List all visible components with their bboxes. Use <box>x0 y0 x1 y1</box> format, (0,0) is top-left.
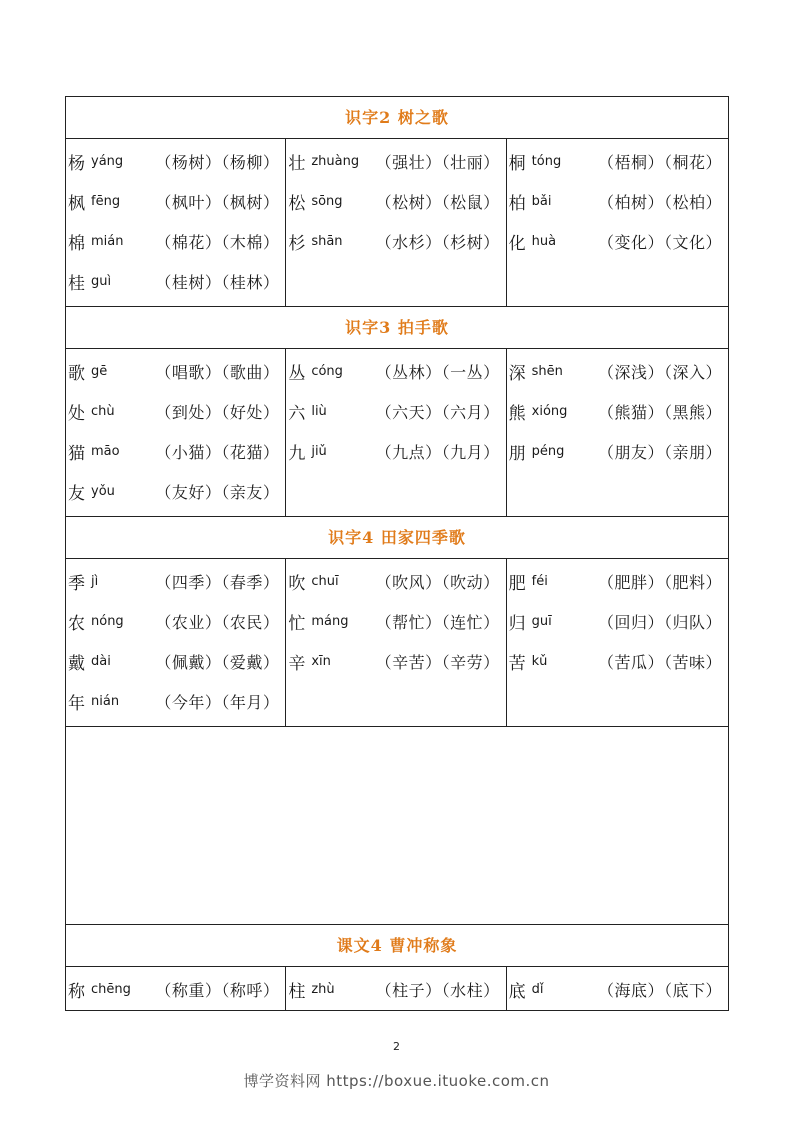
word-examples: （强壮）（壮丽） <box>375 152 500 172</box>
lesson-title: 识字3 拍手歌 <box>66 307 728 349</box>
pinyin: féi <box>531 573 548 589</box>
word-examples: （佩戴）（爱戴） <box>155 652 280 672</box>
character-entry <box>66 221 285 261</box>
character-column <box>286 139 506 306</box>
character-entry <box>66 969 285 1009</box>
word-examples: （朋友）（亲朋） <box>597 442 722 462</box>
character: 吹 <box>288 573 306 594</box>
character: 肥 <box>508 573 526 594</box>
page-number: 2 <box>393 1040 400 1053</box>
character-column <box>507 349 728 516</box>
character: 季 <box>68 573 85 594</box>
pinyin: jì <box>91 573 99 589</box>
character-entry <box>66 141 285 181</box>
word-examples: （吹风）（吹动） <box>375 572 500 592</box>
character-entry <box>507 221 728 261</box>
character: 深 <box>508 363 526 384</box>
character-entry <box>507 641 728 681</box>
pinyin: bǎi <box>531 193 552 209</box>
character-entry <box>507 561 728 601</box>
character: 化 <box>508 233 526 254</box>
character: 桐 <box>508 153 526 174</box>
character: 杉 <box>288 233 306 254</box>
character-column <box>286 349 506 516</box>
pinyin: máng <box>311 613 349 629</box>
lesson-section <box>66 517 728 727</box>
word-examples: （唱歌）（歌曲） <box>155 362 280 382</box>
character: 六 <box>288 403 306 424</box>
word-examples: （四季）（春季） <box>155 572 280 592</box>
character: 柏 <box>508 193 526 214</box>
pinyin: kǔ <box>531 653 548 669</box>
word-examples: （回归）（归队） <box>597 612 722 632</box>
pinyin: māo <box>91 443 120 459</box>
pinyin: chēng <box>91 981 131 997</box>
pinyin: guī <box>531 613 552 629</box>
character-grid <box>66 967 728 1010</box>
word-examples: （深浅）（深入） <box>597 362 722 382</box>
character: 枫 <box>68 193 85 214</box>
character: 猫 <box>68 443 85 464</box>
word-examples: （帮忙）（连忙） <box>375 612 500 632</box>
word-examples: （梧桐）（桐花） <box>597 152 722 172</box>
character-entry <box>66 681 285 721</box>
word-examples: （肥胖）（肥料） <box>597 572 722 592</box>
character: 称 <box>68 981 85 1002</box>
word-examples: （柱子）（水柱） <box>375 980 500 1000</box>
character-column <box>507 139 728 306</box>
character-entry <box>507 181 728 221</box>
word-examples: （水杉）（杉树） <box>375 232 500 252</box>
lesson-section <box>66 307 728 517</box>
pinyin: gē <box>91 363 108 379</box>
pinyin: nóng <box>91 613 124 629</box>
character-grid <box>66 139 728 307</box>
character-entry <box>286 969 505 1009</box>
lesson-title: 课文4 曹冲称象 <box>66 925 728 967</box>
character-column <box>66 139 286 306</box>
character: 戴 <box>68 653 85 674</box>
character: 忙 <box>288 613 306 634</box>
word-examples: （棉花）（木棉） <box>155 232 280 252</box>
character: 朋 <box>508 443 526 464</box>
pinyin: yǒu <box>91 483 115 499</box>
pinyin: tóng <box>531 153 562 169</box>
lesson-section <box>66 925 728 1010</box>
word-examples: （九点）（九月） <box>375 442 500 462</box>
character: 辛 <box>288 653 306 674</box>
word-examples: （海底）（底下） <box>597 980 722 1000</box>
lesson-title: 识字2 树之歌 <box>66 97 728 139</box>
character-entry <box>507 969 728 1009</box>
word-examples: （变化）（文化） <box>597 232 722 252</box>
word-examples: （六天）（六月） <box>375 402 500 422</box>
character-entry <box>286 221 505 261</box>
character-entry <box>286 561 505 601</box>
character: 壮 <box>288 153 306 174</box>
character-entry <box>66 431 285 471</box>
word-examples: （松树）（松鼠） <box>375 192 500 212</box>
character-entry <box>66 391 285 431</box>
character-entry <box>66 181 285 221</box>
pinyin: shēn <box>531 363 563 379</box>
character-entry <box>66 641 285 681</box>
pinyin: zhuàng <box>311 153 360 169</box>
pinyin: liù <box>311 403 327 419</box>
lesson-title: 识字4 田家四季歌 <box>66 517 728 559</box>
character: 处 <box>68 403 85 424</box>
character-entry <box>66 471 285 511</box>
pinyin: sōng <box>311 193 343 209</box>
pinyin: xīn <box>311 653 331 669</box>
vocabulary-table <box>65 96 729 1011</box>
word-examples: （丛林）（一丛） <box>375 362 500 382</box>
pinyin: huà <box>531 233 557 249</box>
character-entry <box>507 601 728 641</box>
character-entry <box>286 431 505 471</box>
footer-watermark: 博学资料网 https://boxue.ituoke.com.cn <box>243 1072 550 1090</box>
character-entry <box>66 561 285 601</box>
character-grid <box>66 349 728 517</box>
word-examples: （杨树）（杨柳） <box>155 152 280 172</box>
pinyin: guì <box>91 273 112 289</box>
pinyin: cóng <box>311 363 343 379</box>
lesson-section <box>66 97 728 307</box>
character-column <box>66 967 286 1010</box>
pinyin: nián <box>91 693 120 709</box>
word-examples: （辛苦）（辛劳） <box>375 652 500 672</box>
pinyin: xióng <box>531 403 568 419</box>
character-column <box>66 559 286 726</box>
character-column <box>507 967 728 1010</box>
pinyin: fēng <box>91 193 121 209</box>
character-entry <box>286 641 505 681</box>
character-entry <box>507 391 728 431</box>
character-column <box>286 559 506 726</box>
pinyin: péng <box>531 443 565 459</box>
word-examples: （称重）（称呼） <box>155 980 280 1000</box>
word-examples: （小猫）（花猫） <box>155 442 280 462</box>
character-entry <box>66 601 285 641</box>
character: 柱 <box>288 981 306 1002</box>
pinyin: shān <box>311 233 343 249</box>
character-column <box>507 559 728 726</box>
character-entry <box>66 261 285 301</box>
character: 棉 <box>68 233 85 254</box>
character: 底 <box>508 981 526 1002</box>
word-examples: （农业）（农民） <box>155 612 280 632</box>
pinyin: dǐ <box>531 981 544 997</box>
character: 丛 <box>288 363 306 384</box>
blank-area <box>66 727 728 925</box>
character: 农 <box>68 613 85 634</box>
character: 歌 <box>68 363 85 384</box>
pinyin: zhù <box>311 981 335 997</box>
word-examples: （苦瓜）（苦味） <box>597 652 722 672</box>
character: 年 <box>68 693 85 714</box>
character: 苦 <box>508 653 526 674</box>
character-grid <box>66 559 728 727</box>
character-column <box>66 349 286 516</box>
character-entry <box>507 431 728 471</box>
character: 归 <box>508 613 526 634</box>
character-entry <box>286 181 505 221</box>
character: 熊 <box>508 403 526 424</box>
word-examples: （到处）（好处） <box>155 402 280 422</box>
character-column <box>286 967 506 1010</box>
character-entry <box>286 141 505 181</box>
character-entry <box>507 141 728 181</box>
word-examples: （今年）（年月） <box>155 692 280 712</box>
pinyin: mián <box>91 233 124 249</box>
word-examples: （柏树）（松柏） <box>597 192 722 212</box>
character: 九 <box>288 443 306 464</box>
character-entry <box>286 351 505 391</box>
word-examples: （熊猫）（黑熊） <box>597 402 722 422</box>
word-examples: （桂树）（桂林） <box>155 272 280 292</box>
word-examples: （枫叶）（枫树） <box>155 192 280 212</box>
character-entry <box>507 351 728 391</box>
character-entry <box>286 391 505 431</box>
pinyin: dài <box>91 653 111 669</box>
character-entry <box>286 601 505 641</box>
character: 桂 <box>68 273 85 294</box>
pinyin: chuī <box>311 573 339 589</box>
pinyin: jiǔ <box>311 443 327 459</box>
character: 杨 <box>68 153 85 174</box>
character: 松 <box>288 193 306 214</box>
character: 友 <box>68 483 85 504</box>
word-examples: （友好）（亲友） <box>155 482 280 502</box>
character-entry <box>66 351 285 391</box>
pinyin: yáng <box>91 153 124 169</box>
pinyin: chù <box>91 403 115 419</box>
